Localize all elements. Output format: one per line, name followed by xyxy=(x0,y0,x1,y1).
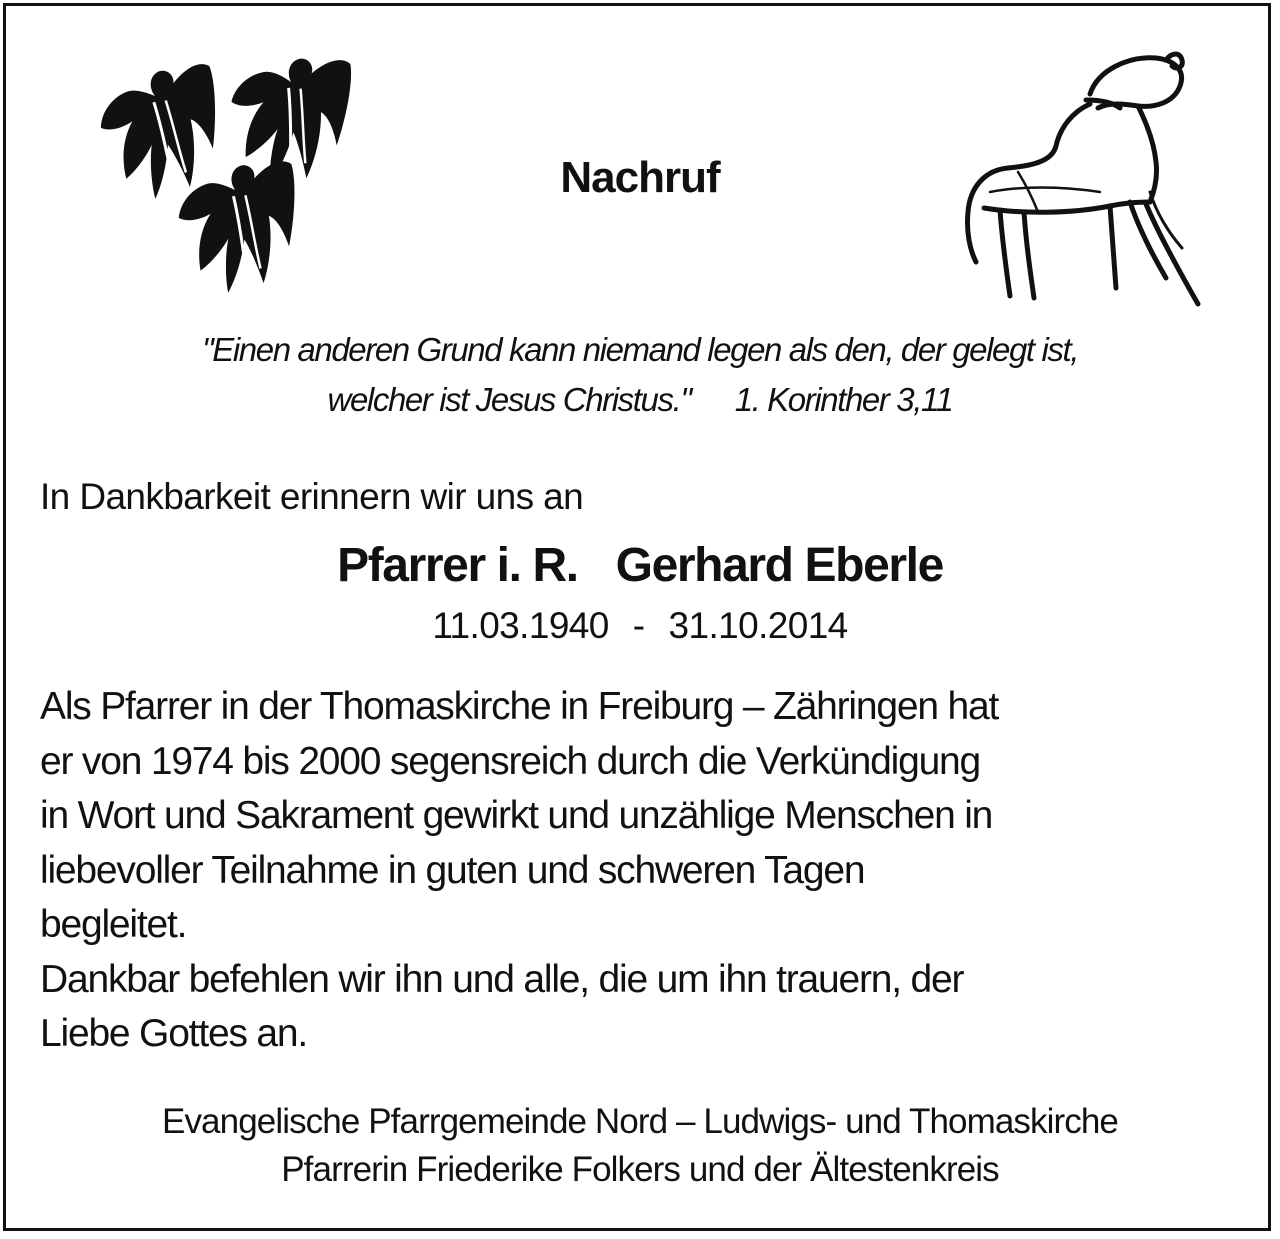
deceased-full-name: Gerhard Eberle xyxy=(615,539,943,592)
memorial-line: Dankbar befehlen wir ihn und alle, die um ihn trauern, der xyxy=(40,957,964,1001)
memorial-line: begleitet. xyxy=(40,903,187,946)
date-separator: - xyxy=(632,605,645,646)
bible-quote-line-1: "Einen anderen Grund kann niemand legen als den, der gelegt ist, xyxy=(201,331,1079,368)
signatories: Pfarrerin Friederike Folkers und der Ältestenkreis xyxy=(281,1150,999,1189)
congregation-name: Evangelische Pfarrgemeinde Nord – Ludwigs- und Thomaskirche xyxy=(162,1102,1118,1141)
notice-title: Nachruf xyxy=(560,153,720,202)
intro-text: In Dankbarkeit erinnern wir uns an xyxy=(40,476,584,517)
bible-quote-text: welcher ist Jesus Christus." xyxy=(327,381,691,418)
memorial-line: liebevoller Teilnahme in guten und schweren Tagen xyxy=(40,848,865,892)
memorial-line: er von 1974 bis 2000 segensreich durch die Verkündigung xyxy=(40,739,981,783)
deceased-name xyxy=(40,535,1240,597)
life-dates xyxy=(40,600,1240,652)
memorial-line: Als Pfarrer in der Thomaskirche in Freiburg – Zähringen hat xyxy=(40,685,999,728)
bible-quote-line-2 xyxy=(40,375,1240,425)
memorial-text xyxy=(40,680,1240,1062)
lamb-icon xyxy=(960,42,1210,312)
birth-date: 11.03.1940 xyxy=(432,605,609,646)
bible-quote-reference: 1. Korinther 3,11 xyxy=(734,381,953,418)
memorial-line: Liebe Gottes an. xyxy=(40,1012,307,1055)
death-date: 31.10.2014 xyxy=(668,605,848,646)
angels-icon xyxy=(95,40,365,310)
deceased-title: Pfarrer i. R. xyxy=(337,539,578,592)
memorial-line: in Wort und Sakrament gewirkt und unzählige Menschen in xyxy=(40,794,993,837)
